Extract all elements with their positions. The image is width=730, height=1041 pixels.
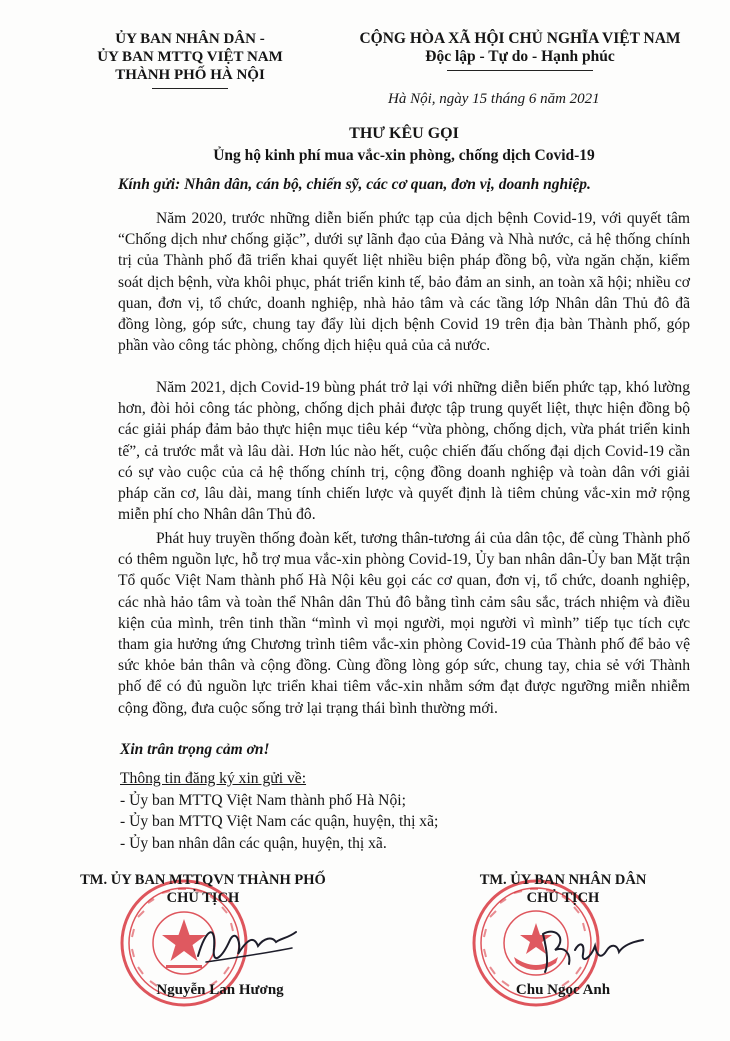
issuer-line-3: THÀNH PHỐ HÀ NỘI (115, 67, 265, 83)
paragraph-2-text: Năm 2021, dịch Covid-19 bùng phát trở lại với những diễn biến phức tạp, khó lường hơn, đòi hỏi công tác phòng, chống dịch phải được tập trung quyết liệt, thực hiện đồng bộ các giải pháp đảm bảo thực hiện mục tiêu kép “vừa phòng, chống dịch, vừa phát triển kinh tế”, cả trước mắt và lâu dài. Hơn lúc nào hết, cuộc chiến đấu chống đại dịch Covid-19 cần có sự vào cuộc của cả hệ thống chính trị, cộng đồng doanh nghiệp và toàn dân với giải pháp căn cơ, lâu dài, mang tính chiến lược và quyết định là tiêm chủng vắc-xin mở rộng miễn phí cho Nhân dân Thủ đô. (118, 379, 690, 524)
national-motto: Độc lập - Tự do - Hạnh phúc (425, 48, 615, 65)
registration-item: - Ủy ban MTTQ Việt Nam thành phố Hà Nội; (120, 791, 406, 809)
paragraph-3-text: Phát huy truyền thống đoàn kết, tương thân-tương ái của dân tộc, để cùng Thành phố có thêm nguồn lực, hỗ trợ mua vắc-xin phòng Covid-19, Ủy ban nhân dân-Ủy ban Mặt trận Tổ quốc Việt Nam thành phố Hà Nội kêu gọi các cơ quan, đơn vị, tổ chức, doanh nghiệp, các nhà hảo tâm và toàn thể Nhân dân Thủ đô bằng tình cảm sâu sắc, trách nhiệm và điều kiện của mình, trên tinh thần “mình vì mọi người, mọi người vì mình” tiếp tục tích cực tham gia hưởng ứng Chương trình tiêm vắc-xin phòng Covid-19 của Thành phố để bảo vệ sức khỏe bản thân và cộng đồng. Cùng đồng lòng góp sức, chung tay, chia sẻ với Thành phố để có đủ nguồn lực triển khai tiêm vắc-xin nhằm sớm đạt được ngưỡng miễn nhiễm cộng đồng, đưa cuộc sống trở lại trạng thái bình thường mới. (118, 530, 690, 717)
paragraph-2 (118, 377, 690, 525)
registration-info (120, 768, 620, 854)
document-subtitle: Ủng hộ kinh phí mua vắc-xin phòng, chống dịch Covid-19 (213, 147, 595, 164)
right-signer-name: Chu Ngọc Anh (515, 982, 611, 998)
issuer-line-2: ỦY BAN MTTQ VIỆT NAM (97, 49, 283, 65)
left-signer-role: CHỦ TỊCH (166, 890, 240, 906)
issuer-line-1: ỦY BAN NHÂN DÂN - (115, 31, 265, 47)
registration-item: - Ủy ban nhân dân các quận, huyện, thị xã. (120, 834, 387, 852)
left-signer-title (78, 871, 328, 907)
right-handwritten-signature (535, 920, 653, 978)
motto-underline (447, 70, 593, 71)
right-signer-role: CHỦ TỊCH (526, 890, 600, 906)
right-signer-org: TM. ỦY BAN NHÂN DÂN (479, 872, 647, 888)
left-signer-name: Nguyễn Lan Hương (156, 982, 284, 998)
national-title: CỘNG HÒA XÃ HỘI CHỦ NGHĨA VIỆT NAM (359, 30, 681, 47)
registration-item: - Ủy ban MTTQ Việt Nam các quận, huyện, thị xã; (120, 813, 439, 830)
left-handwritten-signature (192, 918, 302, 974)
paragraph-1-text: Năm 2020, trước những diễn biến phức tạp của dịch bệnh Covid-19, với quyết tâm “Chống dịch như chống giặc”, dưới sự lãnh đạo của Đảng và Nhà nước, cả hệ thống chính trị của Thành phố đã triển khai quyết liệt nhiều biện pháp đồng bộ, vừa ngăn chặn, kiểm soát dịch bệnh, vừa khôi phục, phát triển kinh tế, bảo đảm an sinh, an toàn xã hội; nhiều cơ quan, đơn vị, tổ chức, doanh nghiệp, nhà hảo tâm và các tầng lớp Nhân dân Thủ đô đã đồng lòng, góp sức, chung tay đẩy lùi dịch bệnh Covid 19 trên địa bàn Thành phố, góp phần vào công tác phòng, chống dịch hiệu quả của cả nước. (118, 210, 690, 355)
date-line: Hà Nội, ngày 15 tháng 6 năm 2021 (388, 91, 600, 107)
paragraph-1 (118, 208, 690, 356)
document-title: THƯ KÊU GỌI (349, 125, 459, 142)
greeting-line: Kính gửi: Nhân dân, cán bộ, chiến sỹ, các cơ quan, đơn vị, doanh nghiệp. (118, 176, 591, 193)
paragraph-3 (118, 528, 690, 719)
national-header (335, 30, 705, 66)
thanks-line: Xin trân trọng cảm ơn! (120, 741, 270, 758)
right-signer-title (458, 871, 668, 907)
issuer-underline (152, 88, 228, 89)
issuer-header (60, 30, 320, 84)
left-signer-org: TM. ỦY BAN MTTQVN THÀNH PHỐ (80, 872, 326, 888)
registration-heading: Thông tin đăng ký xin gửi về: (120, 770, 307, 787)
